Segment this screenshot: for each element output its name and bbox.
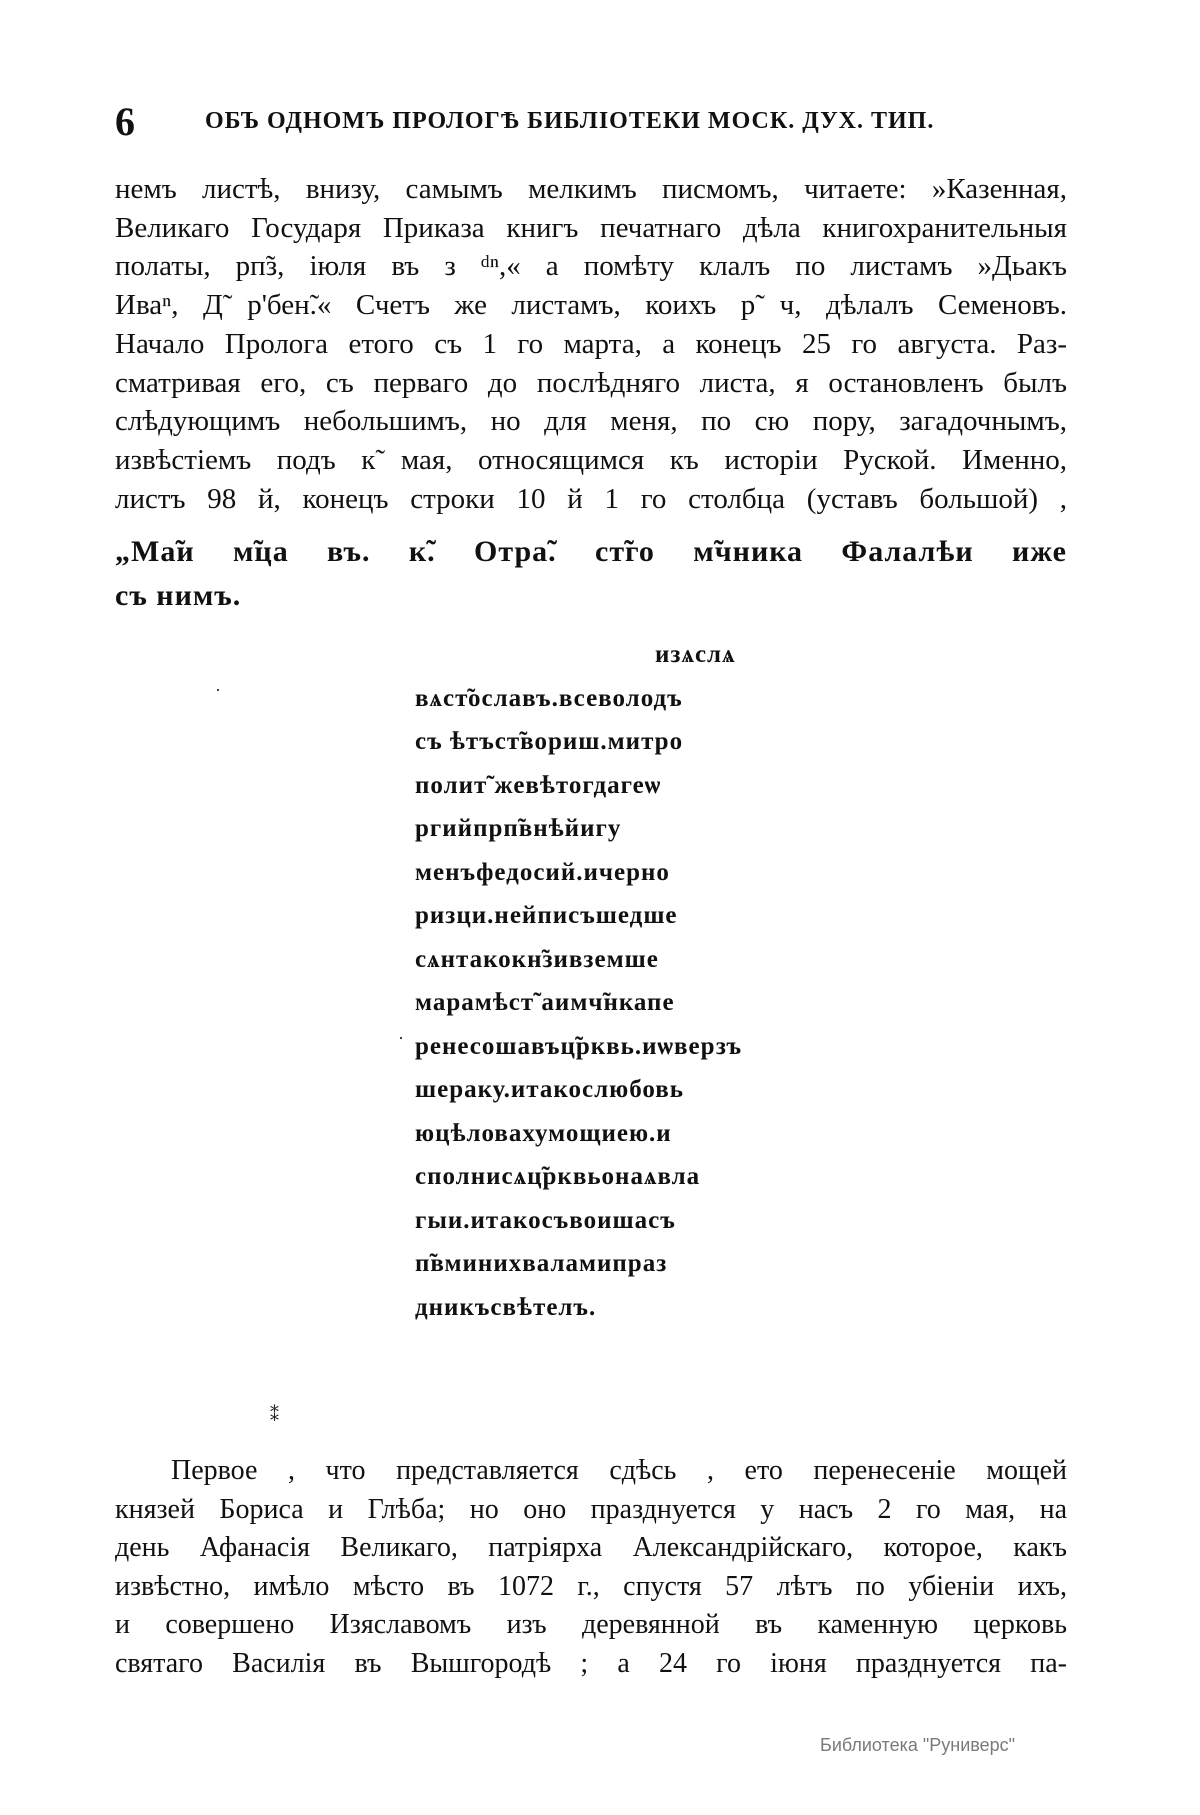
manuscript-line: съ ѣтъст̃вориш.митро [415,728,684,755]
running-head: ОБЪ ОДНОМЪ ПРОЛОГѢ БИБЛІОТЕКИ МОСК. ДУХ. ТИП. [205,108,935,134]
manuscript-line: сполнисѧц̃рквьонаѧвла [415,1163,701,1190]
manuscript-line: полит̃ жевѣтогдагеѡ [415,771,662,799]
text-line: Первое , что представляется сдѣсь , ето перенесеніе мощей [171,1455,1067,1486]
quote-line: съ нимъ. [115,579,242,612]
text-line: листъ 98 й, конецъ строки 10 й 1 го столбца (уставъ большой) , [115,482,1067,515]
paragraph-1 [115,170,1067,518]
manuscript-line: п̃вминихваламипраз [415,1250,668,1277]
text-line: извѣстіемъ подъ к̃ мая, относящимся къ исторіи Руской. Именно, [115,443,1067,476]
text-line: Начало Пролога етого съ 1 го марта, а конецъ 25 го августа. Раз- [115,327,1067,360]
manuscript-excerpt [415,633,935,1329]
page-number: 6 [115,99,135,144]
paragraph-2 [115,1452,1067,1683]
manuscript-line: шераку.итакослюбовь [415,1076,684,1103]
text-line: Великаго Государя Приказа книгъ печатнаго дѣла книгохранительныя [115,211,1067,244]
manuscript-line: вѧст̃ославъ.всеволодъ [415,684,683,712]
text-line: святаго Василія въ Вышгородѣ ; а 24 го іюня празднуется па- [115,1647,1067,1679]
text-line: князей Бориса и Глѣба; но оно празднуется у насъ 2 го мая, на [115,1493,1067,1525]
quote-line: „Ма̃и м̃ца въ. к̃. Отра̃. ст̃го м̃чника Фалалѣи иже [115,535,1067,568]
manuscript-line: дникъсвѣтелъ. [415,1293,597,1321]
text-line: день Афанасія Великаго, патріярха Александрійскаго, которое, какъ [115,1532,1067,1563]
manuscript-line: юцѣловахумощиею.и [415,1119,672,1147]
page-header [115,98,995,144]
manuscript-line: изѧслѧ [655,641,736,668]
manuscript-line: гыи.итакосъвоишасъ [415,1206,676,1234]
church-slavonic-quote [115,530,1067,618]
manuscript-line: менъфедосий.ичерно [415,858,670,886]
text-line: извѣстно, имѣло мѣсто въ 1072 г., спустя 57 лѣтъ по убіеніи ихъ, [115,1570,1067,1602]
manuscript-line: ризци.нейписъшедше [415,902,678,929]
library-watermark: Библиотека "Руниверс" [820,1735,1016,1755]
manuscript-line: ренесошавъц̃рквь.иѡверзъ [415,1032,743,1060]
text-line: и совершено Изяславомъ изъ деревянной въ каменную церковь [115,1609,1067,1640]
text-line: сматривая его, съ перваго до послѣдняго листа, я остановленъ былъ [115,366,1067,399]
text-line: слѣдующимъ небольшимъ, но для меня, по сю пору, загадочнымъ, [115,405,1067,438]
print-speck: ⁑ [270,1405,279,1425]
manuscript-line: ргийпрп̃внѣйигу [415,815,622,842]
text-line: полаты, рп̃з, іюля въ з ᵈⁿ,« а помѣту клалъ по листамъ »Дьакъ [115,250,1067,283]
text-line: немъ листѣ, внизу, самымъ мелкимъ писмомъ, читаете: »Казенная, [115,173,1067,205]
print-speck: · [398,1028,404,1048]
manuscript-line: марамѣст̃ аимч̃нкапе [415,989,675,1016]
text-line: Иваⁿ, Д̃ р'бен̃.« Счетъ же листамъ, коихъ р̃ ч, дѣлалъ Семеновъ. [115,289,1067,322]
print-speck: · [215,680,221,700]
manuscript-line: сѧнтакокн̃зивземше [415,945,659,973]
